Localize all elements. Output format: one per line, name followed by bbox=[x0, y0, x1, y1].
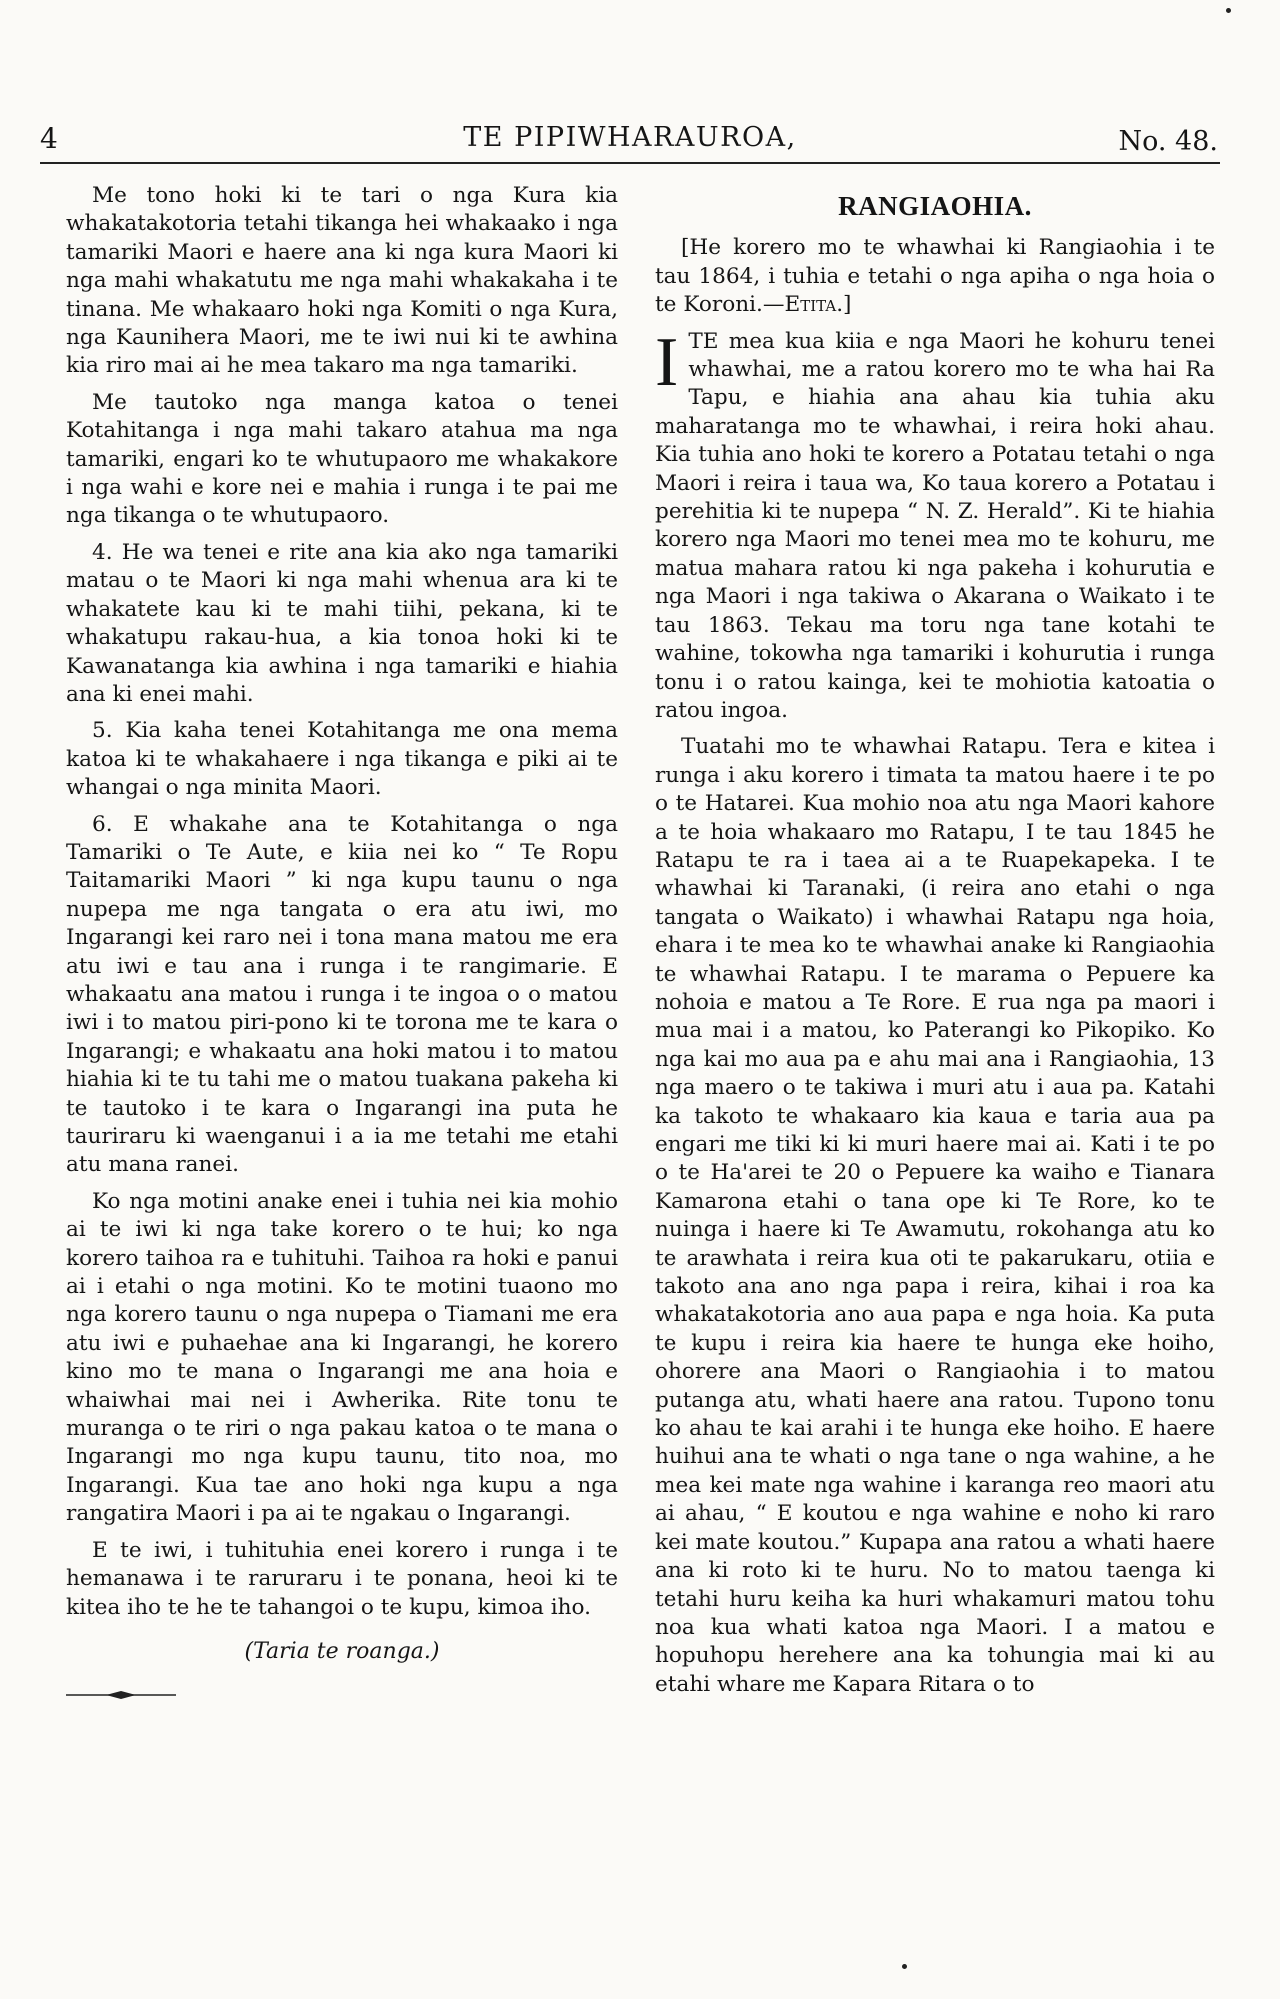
page-header bbox=[40, 116, 1220, 164]
intro-note: [He korero mo te whawhai ki Rangiaohia i te tau 1864, i tuhia e tetahi o nga apiha o nga hoia o te Koroni.—Etita.] bbox=[655, 235, 1215, 318]
first-paragraph: ITE mea kua kiia e nga Maori he kohuru tenei whawhai, me a ratou korero mo te wha hai Ra Tapu, e hiahia ana ahau kia tuhia aku maharatanga mo te whawhai, i reira hoki ahau. Kia tuhia ano hoki te korero a Potatau tetahi o nga Maori i reira i taua wa, Ko taua korero a Potatau i perehitia ki te nupepa “ N. Z. Herald”. Ki te hiahia korero nga Maori mo tenei mea mo te kohuru, me matua mahara ratou ki nga pakeha i kohurutia e nga Maori i nga takiwa o Akarana o Waikato i te tau 1863. Tekau ma toru nga tane kotahi te wahine, tokowha nga tamariki i kohurutia i runga tonu i o ratou kainga, kei te mohiotia katoatia o ratou ingoa. bbox=[655, 323, 1215, 723]
ornamental-rule bbox=[66, 1690, 176, 1700]
print-speck bbox=[902, 1964, 907, 1969]
paragraph: Tuatahi mo te whawhai Ratapu. Tera e kitea i runga i aku korero i timata ta matou haere i te po o te Hatarei. Kua mohio noa atu nga Maori kahore a te hoia whakaaro mo Ratapu, I te tau 1845 he Ratapu te ra i taea ai a te Ruapekapeka. I te whawhai ki Taranaki, (i reira ano etahi o nga tangata o Waikato) i whawhai Ratapu nga hoia, ehara i te mea ko te whawhai anake ki Rangiaohia te whawhai Ratapu. I te marama o Pepuere ka nohoia e matou a Te Rore. E rua nga pa maori i mua mai i a matou, ko Paterangi ko Pikopiko. Ko nga kai mo aua pa e ahu mai ana i Rangiaohia, 13 nga maero o te takiwa i muri atu i aua pa. Katahi ka takoto te whakaaro kia kaua e taria aua pa engari me tiki ki ki muri haere mai ai. Kati i te po o te Ha'arei te 20 o Pepuere ka waiho e Tianara Kamarona etahi o tana ope ki Te Rore, ko te nuinga i haere ki Te Awamutu, rokohanga atu ko te arawhata i reira kua oti te pakarukaru, otiia e takoto ana ano nga papa i reira, kihai i roa ka whakatakotoria ano aua papa e nga hoia. Ka puta te kupu i reira kia haere te hunga eke hoiho, ohorere ana Maori o Rangiaohia i to matou putanga atu, whati haere ana ratou. Tupono tonu ko ahau te kai arahi i te hunga eke hoiho. E haere huihui ana te whati o nga tane o nga wahine, a he mea kei mate nga wahine i karanga reo maori atu ai ahau, “ E koutou e nga wahine e noho ki raro kei mate koutou.” Kupapa ana ratou a whati haere ana ki roto ki te huru. No to matou taenga ki tetahi huru keiha ka huri whakamuri matou tohu noa kua whati katoa nga Maori. I a matou e hopuhopu herehere ana ka tohungia mai ki au etahi whare me Kapara Ritara o to bbox=[655, 734, 1215, 1697]
page-number: 4 bbox=[40, 122, 58, 155]
paragraph: Me tautoko nga manga katoa o tenei Kotahitanga i nga mahi takaro atahua ma nga tamariki, engari ko te whutupaoro me whakakore i nga wahi e kore nei e mahia i runga i te pai me nga tikanga o te whutupaoro. bbox=[66, 389, 618, 529]
editor-signature: Etita bbox=[784, 292, 837, 318]
paragraph: Me tono hoki ki te tari o nga Kura kia whakatakotoria tetahi tikanga hei whakaako i nga tamariki Maori e haere ana ki nga kura Maori ki nga mahi whakatutu me nga mahi whakakaha i te tinana. Me whakaaro hoki nga Komiti o nga Kura, nga Kaunihera Maori, me te iwi nui ki te awhina kia riro mai ai he mea takaro ma nga tamariki. bbox=[66, 183, 618, 379]
drop-cap: I bbox=[655, 323, 679, 401]
issue-number: No. 48. bbox=[1118, 126, 1218, 157]
paragraph: 4. He wa tenei e rite ana kia ako nga tamariki matau o te Maori ki nga mahi whenua ara ki te whakatete kau ki te mahi tiihi, pekana, ki te whakatupu rakau-hua, a kia tonoa hoki ki te Kawanatanga kia awhina i nga tamariki e hiahia ana ki enei mahi. bbox=[66, 539, 618, 707]
section-title: RANGIAOHIA. bbox=[838, 191, 1032, 221]
paragraph: 5. Kia kaha tenei Kotahitanga me ona mema katoa ki te whakahaere i nga tikanga e piki ai te whangai o nga minita Maori. bbox=[66, 718, 618, 801]
paragraph: Ko nga motini anake enei i tuhia nei kia mohio ai te iwi ki nga take korero o te hui; ko nga korero taihoa ra e tuhituhi. Taihoa ra hoki e panui ai i etahi o nga motini. Ko te motini tuaono mo nga korero taunu o nga nupepa o Tiamani me era atu iwi e puhaehae ana ki Ingarangi, he korero kino mo te mana o Ingarangi me ana hoia e whaiwhai mai nei i Awherika. Rite tonu te muranga o te riri o nga pakau katoa o te mana o Ingarangi mo nga kupu taunu, tito noa, mo Ingarangi. Kua tae ano hoki nga kupu a nga rangatira Maori i pa ai te ngakau o Ingarangi. bbox=[66, 1188, 618, 1527]
print-speck bbox=[1226, 8, 1231, 13]
left-column bbox=[66, 182, 618, 1709]
publication-title: TE PIPIWHARAUROA, bbox=[463, 122, 797, 153]
continued-note: (Taria te roanga.) bbox=[244, 1638, 440, 1664]
paragraph: 6. E whakahe ana te Kotahitanga o nga Tamariki o Te Aute, e kiia nei ko “ Te Ropu Taitamariki Maori ” ki nga kupu taunu o nga nupepa me nga tangata o era atu iwi, mo Ingarangi kei raro nei i tona mana matou me era atu iwi e tau ana i runga i te rangimarie. E whakaatu ana matou i runga i te ingoa o o matou iwi i to matou piri-pono ki te torona me te kara o Ingarangi; e whakaatu ana hoki matou i to matou hiahia ki te tu tahi me o matou tuakana pakeha ki te tautoko i te kara o Ingarangi ina puta he tauriraru ki waenganui i a ia me tetahi me etahi atu mana ranei. bbox=[66, 811, 618, 1178]
paragraph: E te iwi, i tuhituhia enei korero i runga i te hemanawa i te raruraru i te ponana, heoi ki te kitea iho te he te tahangoi o te kupu, kimoa iho. bbox=[66, 1537, 618, 1620]
right-column bbox=[655, 182, 1215, 1707]
